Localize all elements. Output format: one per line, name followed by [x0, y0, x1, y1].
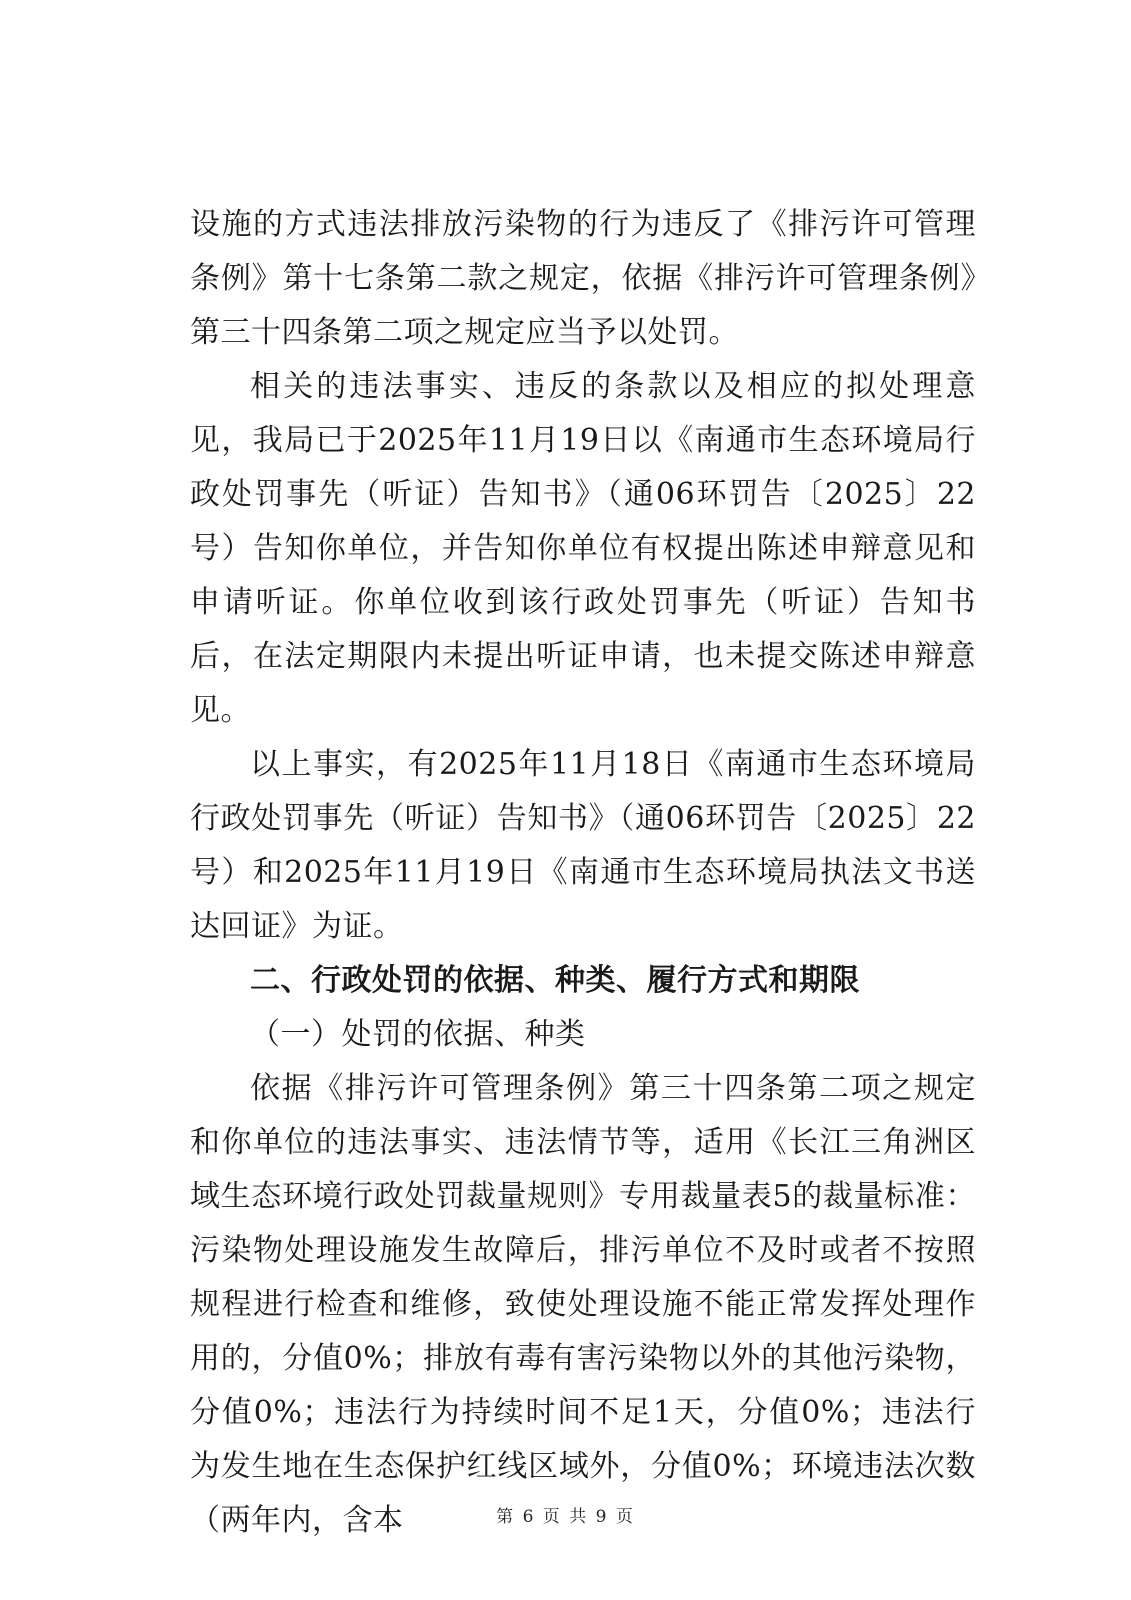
paragraph-penalty-basis: 依据《排污许可管理条例》第三十四条第二项之规定和你单位的违法事实、违法情节等，适用《长江三角洲区域生态环境行政处罚裁量规则》专用裁量表5的裁量标准：污染物处理设施发生故障后，排污单位不及时或者不按照规程进行检查和维修，致使处理设施不能正常发挥处理作用的，分值0%；排放有毒有害污染物以外的其他污染物，分值0%；违法行为持续时间不足1天，分值0%；违法行为发生地在生态保护红线区域外，分值0%；环境违法次数（两年内，含本: [190, 1071, 976, 1538]
document-body: [190, 198, 976, 1548]
section-heading: 二、行政处罚的依据、种类、履行方式和期限: [250, 963, 860, 998]
subsection-heading: （一）处罚的依据、种类: [250, 1017, 586, 1052]
paragraph-continuation: 设施的方式违法排放污染物的行为违反了《排污许可管理条例》第十七条第二款之规定，依据《排污许可管理条例》第三十四条第二项之规定应当予以处罚。: [190, 207, 976, 350]
page-number-footer: 第 6 页 共 9 页: [496, 1507, 635, 1527]
paragraph-evidence: 以上事实，有2025年11月18日《南通市生态环境局行政处罚事先（听证）告知书》（通06环罚告〔2025〕22号）和2025年11月19日《南通市生态环境局执法文书送达回证》为证。: [190, 747, 976, 944]
paragraph-hearing-notice: 相关的违法事实、违反的条款以及相应的拟处理意见，我局已于2025年11月19日以《南通市生态环境局行政处罚事先（听证）告知书》（通06环罚告〔2025〕22号）告知你单位，并告知你单位有权提出陈述申辩意见和申请听证。你单位收到该行政处罚事先（听证）告知书后，在法定期限内未提出听证申请，也未提交陈述申辩意见。: [190, 369, 976, 728]
